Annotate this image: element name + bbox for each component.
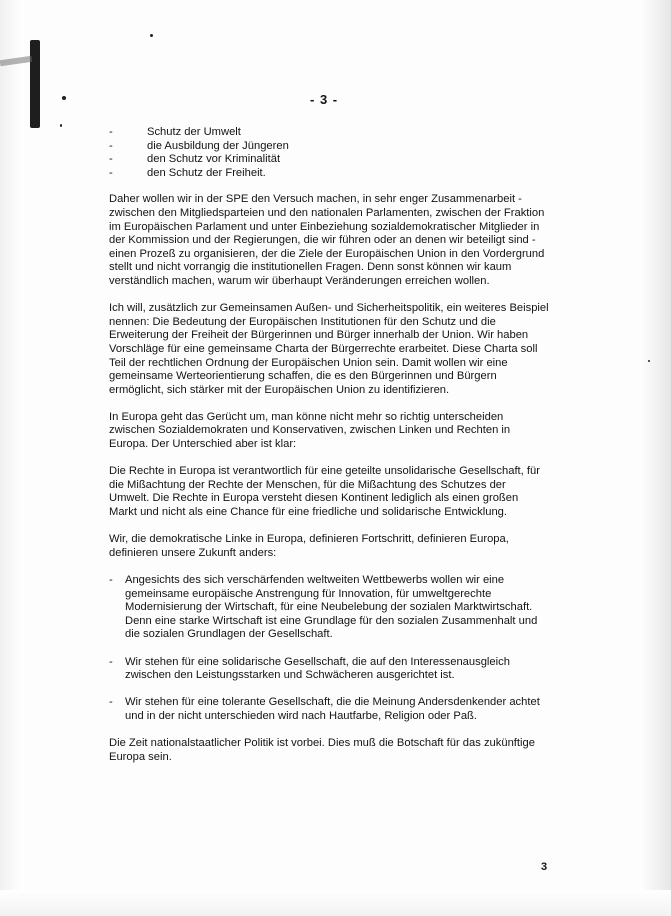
scan-speck xyxy=(62,96,66,100)
list-item xyxy=(109,574,549,642)
page-number-header: - 3 - xyxy=(310,92,339,107)
paragraph-closing: Die Zeit nationalstaatlicher Politik ist vorbei. Dies muß die Botschaft für das zukünftige Europa sein. xyxy=(109,737,535,763)
list-marker: - xyxy=(109,166,113,179)
paragraph-left-right-rumor: In Europa geht das Gerücht um, man könne nicht mehr so richtig unterscheiden zwischen Sozialdemokraten und Konservativen, zwischen Linken und Rechten in Europa. Der Unterschied aber ist klar: xyxy=(109,410,511,451)
list-item-text: Wir stehen für eine tolerante Gesellschaft, die die Meinung Andersdenkender achtet und in der nicht unterschieden wird nach Hautfarbe, Religion oder Paß. xyxy=(125,696,540,722)
list-item-text: die Ausbildung der Jüngeren xyxy=(147,139,289,152)
claims-list xyxy=(109,574,549,724)
list-item xyxy=(109,153,549,167)
scan-speck xyxy=(150,34,153,37)
scan-speck xyxy=(60,124,62,127)
list-item xyxy=(109,126,549,140)
list-marker: - xyxy=(109,655,113,668)
list-item-text: Angesichts des sich verschärfenden weltweiten Wettbewerbs wollen wir eine gemeinsame europäische Anstrengung für Innovation, für umweltgerechte Modernisierung der Wirtschaft, für eine Neubelebung der sozialen Marktwirtschaft. Denn eine starke Wirtschaft ist eine Grundlage für den sozialen Zusammenhalt und die sozialen Grundlagen der Gesellschaft. xyxy=(125,574,538,641)
page-number-footer: 3 xyxy=(541,861,548,873)
list-item xyxy=(109,167,549,181)
paragraph-spe-cooperation: Daher wollen wir in der SPE den Versuch machen, in sehr enger Zusammenarbeit - zwischen den Mitgliedsparteien und den nationalen Parlamenten, zwischen der Fraktion im Europäischen Parlament und unter Einbeziehung sozialdemokratischer Mitglieder in der Kommission und der Regierungen, die wir führen oder an denen wir beteiligt sind - einen Prozeß zu organisieren, der die Ziele der Europäischen Union in den Vordergrund stellt und nicht vorrangig die institutionellen Fragen. Denn sonst können wir kaum verständlich machen, warum wir überhaupt Veränderungen erreichen wollen. xyxy=(109,193,545,287)
scan-binding-mark xyxy=(30,40,40,128)
intro-list xyxy=(109,126,549,180)
list-item-text: den Schutz der Freiheit. xyxy=(147,166,266,179)
list-item-text: Schutz der Umwelt xyxy=(147,126,241,138)
scan-speck xyxy=(648,360,650,362)
list-item xyxy=(109,696,549,723)
list-item xyxy=(109,656,549,683)
list-item-text: Wir stehen für eine solidarische Gesellschaft, die auf den Interessenausgleich zwischen den Leistungsstarken und Schwächeren ausgerichtet ist. xyxy=(125,655,510,682)
scan-shadow-left xyxy=(0,0,24,916)
list-marker: - xyxy=(109,153,113,166)
list-marker: - xyxy=(109,139,113,152)
document-body xyxy=(109,126,549,778)
list-item-text: den Schutz vor Kriminalität xyxy=(147,153,281,166)
list-marker: - xyxy=(109,696,113,709)
list-item xyxy=(109,140,549,154)
scan-shadow-bottom xyxy=(0,890,671,916)
list-marker: - xyxy=(109,574,113,586)
paragraph-citizens-charter: Ich will, zusätzlich zur Gemeinsamen Außen- und Sicherheitspolitik, ein weiteres Beispiel nennen: Die Bedeutung der Europäischen Institutionen für den Schutz und die Erweiterung der Freiheit der Bürgerinnen und Bürger innerhalb der Union. Wir haben Vorschläge für eine gemeinsame Charta der Bürgerrechte erarbeitet. Diese Charta soll Teil der rechtlichen Ordnung der Europäischen Union sein. Damit wollen wir eine gemeinsame Werteorientierung schaffen, die es den Bürgerinnen und Bürgern ermöglicht, sich stärker mit der Europäischen Union zu identifizieren. xyxy=(109,302,549,396)
paragraph-democratic-left: Wir, die demokratische Linke in Europa, definieren Fortschritt, definieren Europa, definieren unsere Zukunft anders: xyxy=(109,533,509,559)
scan-shadow-right xyxy=(639,0,671,916)
paragraph-right-in-europe: Die Rechte in Europa ist verantwortlich für eine geteilte unsolidarische Gesellschaft, für die Mißachtung der Rechte der Menschen, für die Mißachtung des Schutzes der Umwelt. Die Rechte in Europa versteht diesen Kontinent lediglich als einen großen Markt und nicht als eine Chance für eine friedliche und solidarische Entwicklung. xyxy=(109,465,540,519)
list-marker: - xyxy=(109,126,113,138)
